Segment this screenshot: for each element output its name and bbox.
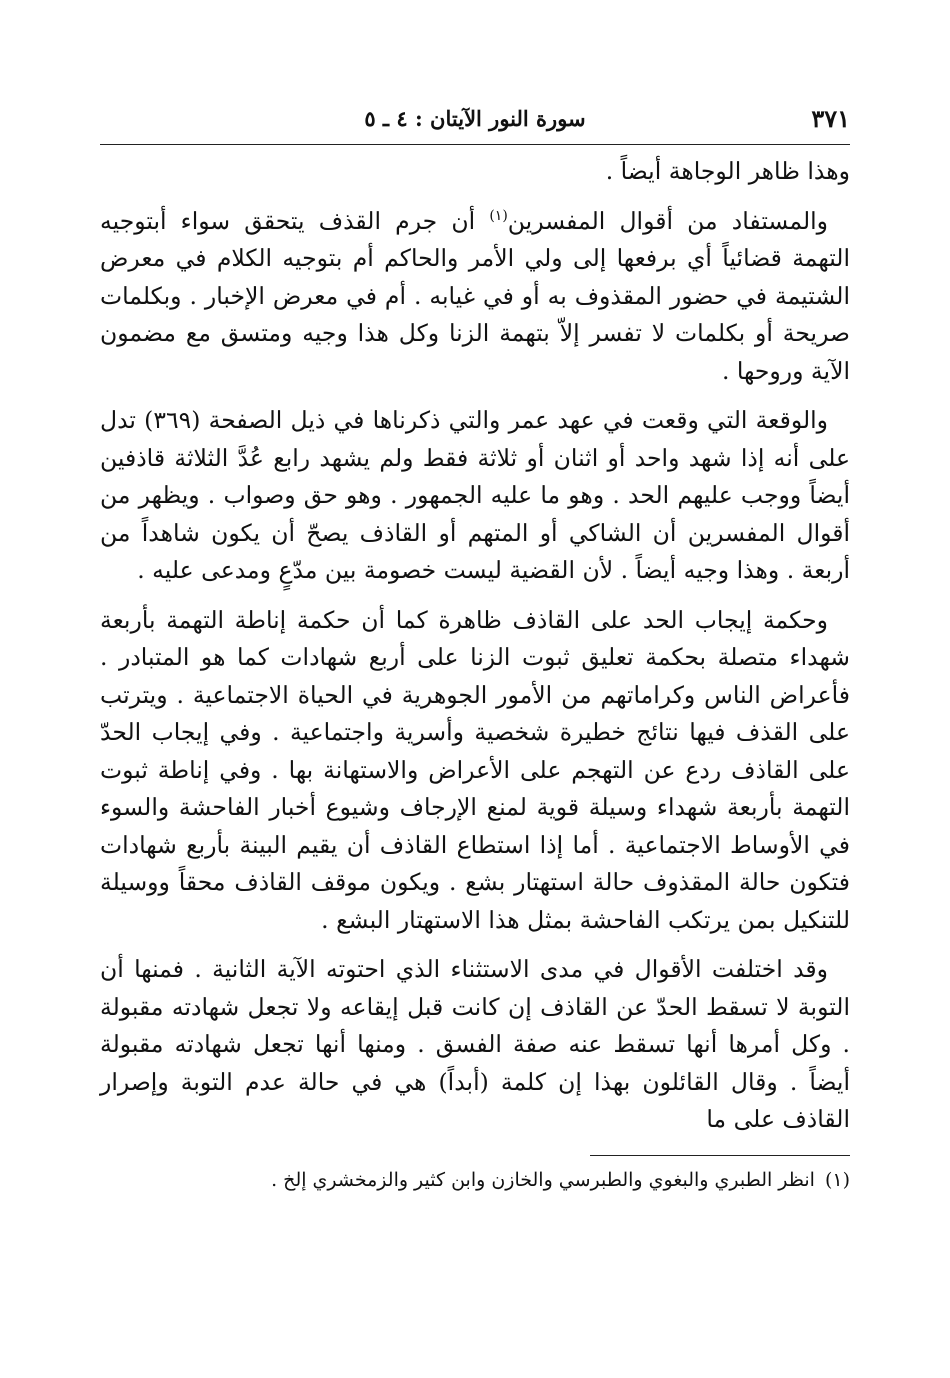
- body-text: [100, 153, 850, 1139]
- running-head: [100, 100, 850, 145]
- running-title: سورة النور الآيتان : ٤ ـ ٥: [364, 106, 586, 131]
- footnote-reference-mark[interactable]: (١): [489, 207, 508, 224]
- book-page: [100, 100, 850, 1300]
- paragraph-2: [100, 203, 850, 391]
- page-number: ٣٧١: [811, 104, 850, 133]
- paragraph-2-rest: أن جرم القذف يتحقق سواء أبتوجيه التهمة قضائياً أي برفعها إلى ولي الأمر والحاكم أم بتوجيه الكلام في معرض الشتيمة في حضور المقذوف به أو في غيابه . أم في معرض الإخبار . وبكلمات صريحة أو بكلمات لا تفسر إلاّ بتهمة الزنا وكل هذا وجيه ومتسق مع مضمون الآية وروحها .: [100, 206, 850, 385]
- paragraph-1: وهذا ظاهر الوجاهة أيضاً .: [605, 157, 850, 185]
- paragraph-5: وقد اختلفت الأقوال في مدى الاستثناء الذي احتوته الآية الثانية . فمنها أن التوبة لا تسقط الحدّ عن القاذف إن كانت قبل إيقاعه ولا تجعل شهادته مقبولة . وكل أمرها أنها تسقط عنه صفة الفسق . ومنها أنها تجعل شهادته مقبولة أيضاً . وقال القائلون بهذا إن كلمة (أبداً) هي في حالة عدم التوبة وإصرار القاذف على ما: [100, 955, 850, 1133]
- footnote-text: انظر الطبري والبغوي والطبرسي والخازن وابن كثير والزمخشري إلخ .: [271, 1168, 815, 1191]
- paragraph-4: وحكمة إيجاب الحد على القاذف ظاهرة كما أن حكمة إناطة التهمة بأربعة شهداء متصلة بحكمة تعليق ثبوت الزنا على أربع شهادات كما هو المتبادر . فأعراض الناس وكراماتهم من الأمور الجوهرية في الحياة الاجتماعية . ويترتب على القذف فيها نتائج خطيرة شخصية وأسرية واجتماعية . وفي إيجاب الحدّ على القاذف ردع عن التهجم على الأعراض والاستهانة بها . وفي إناطة ثبوت التهمة بأربعة شهداء وسيلة قوية لمنع الإرجاف وشيوع أخبار الفاحشة والسوء في الأوساط الاجتماعية . أما إذا استطاع القاذف أن يقيم البينة بأربع شهادات فتكون حالة المقذوف حالة استهتار بشع . ويكون موقف القاذف محقاً ووسيلة للتنكيل بمن يرتكب الفاحشة بمثل هذا الاستهتار البشع .: [100, 605, 850, 934]
- footnote-number: (١): [824, 1168, 850, 1191]
- paragraph-3: والوقعة التي وقعت في عهد عمر والتي ذكرناها في ذيل الصفحة (٣٦٩) تدل على أنه إذا شهد واحد أو اثنان أو ثلاثة فقط ولم يشهد رابع عُدَّ الثلاثة قاذفين أيضاً ووجب عليهم الحد . وهو ما عليه الجمهور . وهو حق وصواب . ويظهر من أقوال المفسرين أن الشاكي أو المتهم أو القاذف يصحّ أن يكون شاهداً من أربعة . وهذا وجيه أيضاً . لأن القضية ليست خصومة بين مدّعٍ ومدعى عليه .: [100, 406, 850, 584]
- footnote: [100, 1166, 850, 1194]
- footnote-divider: [590, 1155, 850, 1156]
- paragraph-2-lead: والمستفاد من أقوال المفسرين: [507, 206, 828, 235]
